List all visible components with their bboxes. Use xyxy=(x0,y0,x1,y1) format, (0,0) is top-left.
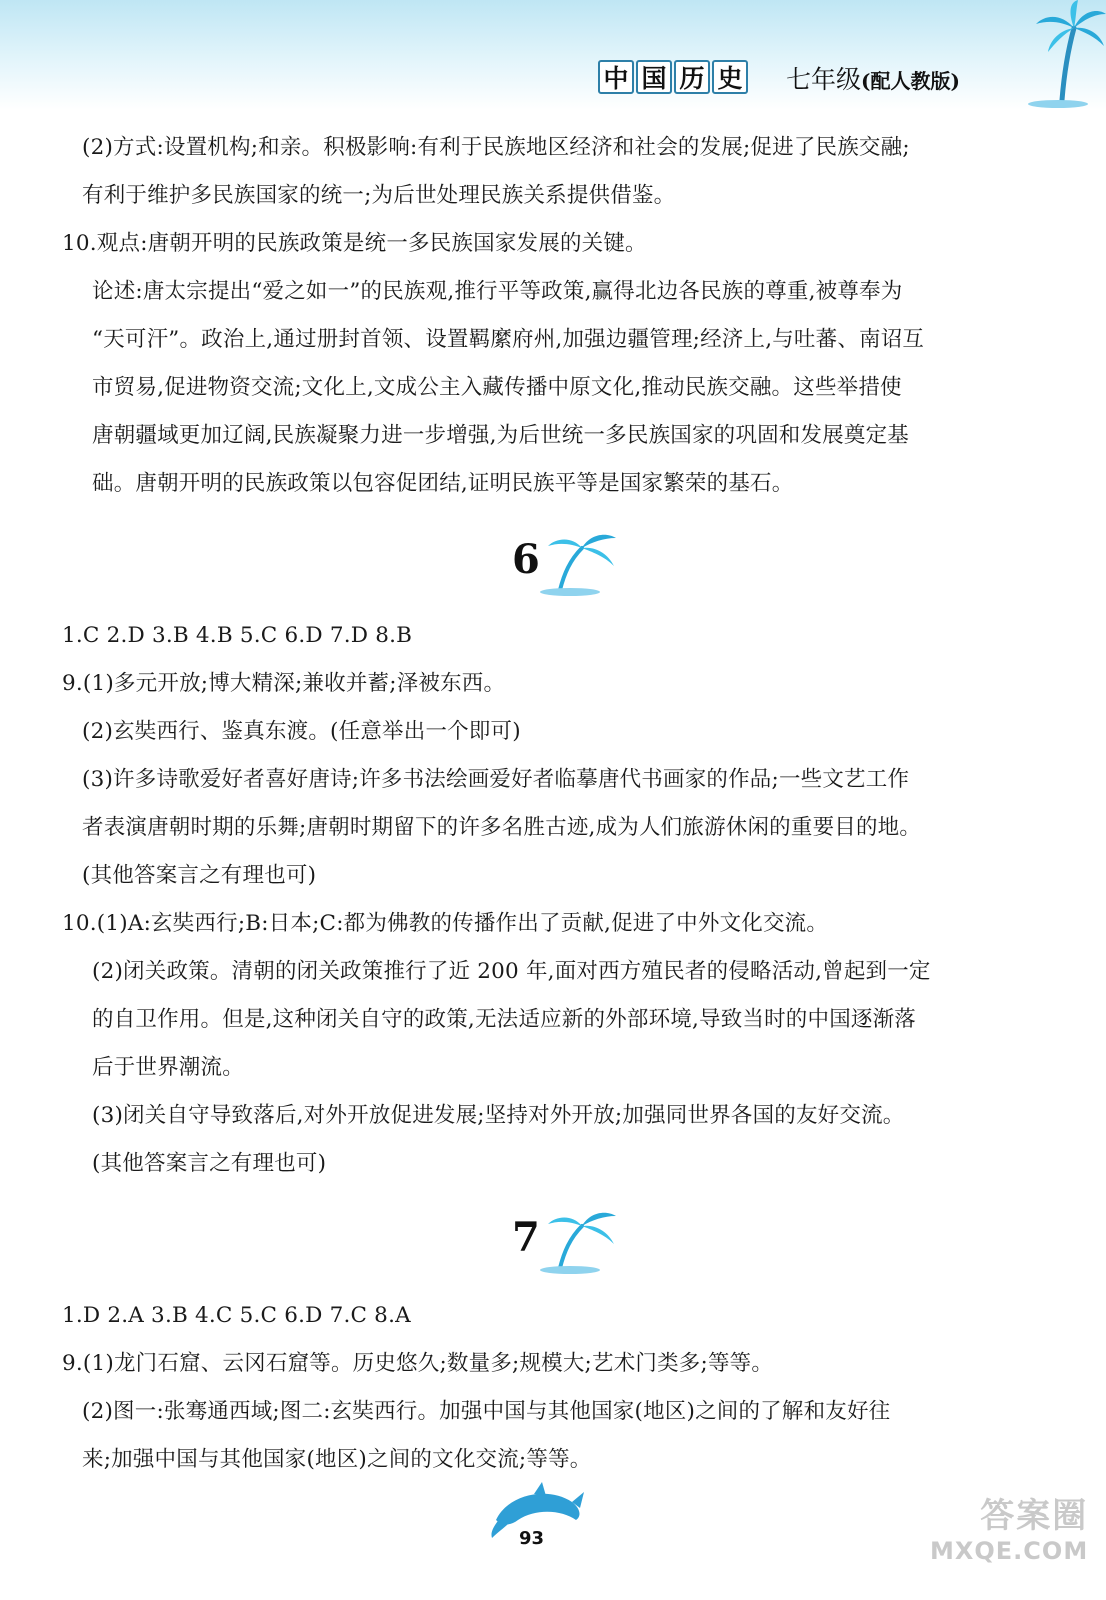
answer-line: 的自卫作用。但是,这种闭关自守的政策,无法适应新的外部环境,导致当时的中国逐渐落 xyxy=(92,1007,917,1032)
answer-line: 9.(1)多元开放;博大精深;兼收并蓄;泽被东西。 xyxy=(62,671,506,696)
answer-line: 础。唐朝开明的民族政策以包容促团结,证明民族平等是国家繁荣的基石。 xyxy=(92,471,794,496)
grade-text: 七年级 xyxy=(786,65,862,94)
palm-tree-icon xyxy=(1018,0,1106,110)
answer-line: (2)图一:张骞通西域;图二:玄奘西行。加强中国与其他国家(地区)之间的了解和友好往 xyxy=(82,1399,891,1424)
edition-text: (配人教版) xyxy=(861,69,960,93)
answer-line: (3)闭关自守导致落后,对外开放促进发展;坚持对外开放;加强同世界各国的友好交流。 xyxy=(92,1103,905,1128)
answer-line: (其他答案言之有理也可) xyxy=(82,863,317,888)
answer-line: 者表演唐朝时期的乐舞;唐朝时期留下的许多名胜古迹,成为人们旅游休闲的重要目的地。 xyxy=(82,815,922,840)
answer-line: 9.(1)龙门石窟、云冈石窟等。历史悠久;数量多;规模大;艺术门类多;等等。 xyxy=(62,1351,774,1376)
subject-title xyxy=(598,60,748,94)
answer-line: 1.D 2.A 3.B 4.C 5.C 6.D 7.C 8.A xyxy=(62,1303,411,1328)
answer-line: 10.(1)A:玄奘西行;B:日本;C:都为佛教的传播作出了贡献,促进了中外文化交流。 xyxy=(62,911,829,936)
answer-line: (2)方式:设置机构;和亲。积极影响:有利于民族地区经济和社会的发展;促进了民族交融; xyxy=(82,135,910,160)
answer-line: 后于世界潮流。 xyxy=(92,1055,244,1080)
section-number: 6 xyxy=(512,536,540,583)
answer-line: 10.观点:唐朝开明的民族政策是统一多民族国家发展的关键。 xyxy=(62,231,647,256)
answer-line: 市贸易,促进物资交流;文化上,文成公主入藏传播中原文化,推动民族交融。这些举措使 xyxy=(92,375,902,400)
watermark-url: MXQE.COM xyxy=(930,1537,1089,1565)
answer-line: “天可汗”。政治上,通过册封首领、设置羁縻府州,加强边疆管理;经济上,与吐蕃、南诏互 xyxy=(92,327,925,352)
palm-tree-icon xyxy=(530,528,620,598)
answer-line: 有利于维护多民族国家的统一;为后世处理民族关系提供借鉴。 xyxy=(82,183,676,208)
answer-line: (2)玄奘西行、鉴真东渡。(任意举出一个即可) xyxy=(82,719,521,744)
grade-label xyxy=(786,60,960,96)
subject-char: 历 xyxy=(674,60,710,94)
watermark-title: 答案圈 xyxy=(980,1496,1089,1536)
section-heading xyxy=(512,1206,632,1276)
watermark xyxy=(930,1488,1088,1565)
subject-char: 国 xyxy=(636,60,672,94)
palm-tree-icon xyxy=(530,1206,620,1276)
answer-line: 来;加强中国与其他国家(地区)之间的文化交流;等等。 xyxy=(82,1447,592,1472)
answer-line: 论述:唐太宗提出“爱之如一”的民族观,推行平等政策,赢得北边各民族的尊重,被尊奉为 xyxy=(92,279,903,304)
answer-line: 唐朝疆域更加辽阔,民族凝聚力进一步增强,为后世统一多民族国家的巩固和发展奠定基 xyxy=(92,423,909,448)
section-number: 7 xyxy=(512,1214,540,1261)
section-heading xyxy=(512,528,632,598)
answer-line: (其他答案言之有理也可) xyxy=(92,1151,327,1176)
page-number: 93 xyxy=(519,1528,545,1549)
subject-char: 中 xyxy=(598,60,634,94)
answer-line: (3)许多诗歌爱好者喜好唐诗;许多书法绘画爱好者临摹唐代书画家的作品;一些文艺工作 xyxy=(82,767,910,792)
answer-line: 1.C 2.D 3.B 4.B 5.C 6.D 7.D 8.B xyxy=(62,623,413,648)
answer-line: (2)闭关政策。清朝的闭关政策推行了近 200 年,面对西方殖民者的侵略活动,曾起到一定 xyxy=(92,959,931,984)
subject-char: 史 xyxy=(712,60,748,94)
